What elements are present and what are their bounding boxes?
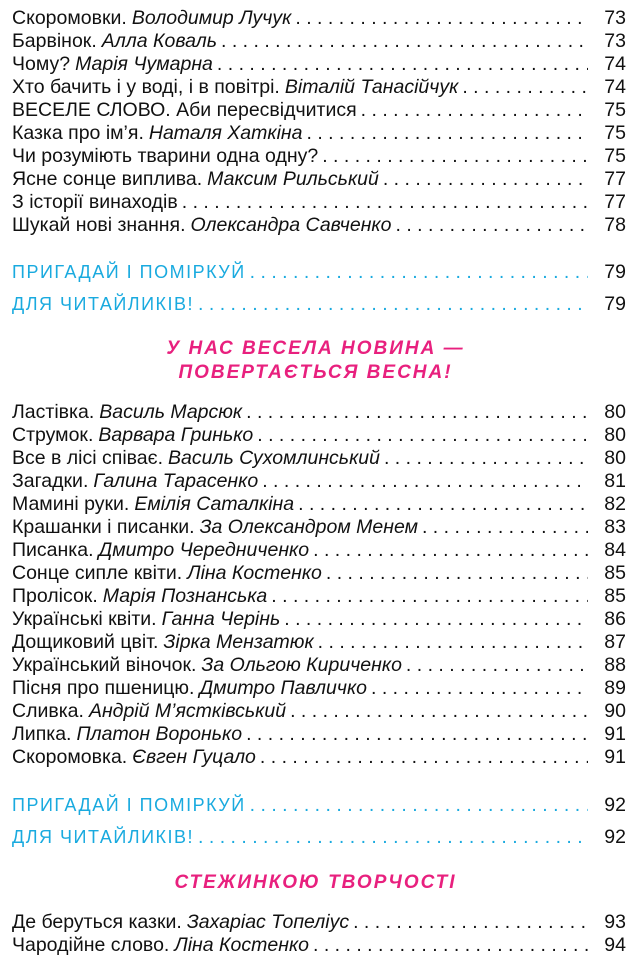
entry-page-number: 79 bbox=[604, 261, 626, 283]
entry-author: Наталя Хаткіна bbox=[148, 122, 303, 144]
entry-title: Сливка. bbox=[12, 700, 84, 722]
dot-leader bbox=[318, 630, 588, 654]
dot-leader bbox=[326, 561, 588, 585]
entry-title: Чародійне слово. bbox=[12, 934, 170, 956]
dot-leader bbox=[298, 492, 588, 516]
review-title: ДЛЯ ЧИТАЙЛИКІВ! bbox=[12, 294, 195, 314]
entry-title: Чи розуміють тварини одна одну? bbox=[12, 145, 319, 167]
toc-entry bbox=[12, 607, 626, 631]
dot-leader bbox=[406, 653, 588, 677]
dot-leader bbox=[246, 400, 588, 424]
dot-leader bbox=[246, 722, 588, 746]
dot-leader bbox=[462, 75, 588, 99]
entry-page-number: 94 bbox=[604, 934, 626, 956]
entry-page-number: 75 bbox=[604, 145, 626, 167]
toc-entry bbox=[12, 745, 626, 769]
entry-author: Алла Коваль bbox=[101, 30, 217, 52]
toc-entry bbox=[12, 75, 626, 99]
entry-author: Василь Сухомлинський bbox=[168, 447, 380, 469]
toc-entry bbox=[12, 190, 626, 214]
dot-leader bbox=[361, 98, 588, 122]
toc-review-entry bbox=[12, 260, 626, 284]
dot-leader bbox=[260, 745, 588, 769]
entry-title: З історії винаходів bbox=[12, 191, 178, 213]
toc-entry bbox=[12, 469, 626, 493]
toc-entry bbox=[12, 423, 626, 447]
entry-page-number: 92 bbox=[604, 826, 626, 848]
entry-title: Скоромовка. bbox=[12, 746, 128, 768]
entry-page-number: 75 bbox=[604, 122, 626, 144]
toc-entry bbox=[12, 121, 626, 145]
dot-leader bbox=[257, 423, 588, 447]
entry-page-number: 75 bbox=[604, 99, 626, 121]
toc-entry bbox=[12, 29, 626, 53]
dot-leader bbox=[383, 167, 588, 191]
dot-leader bbox=[322, 144, 588, 168]
entry-author: Євген Гуцало bbox=[132, 746, 256, 768]
entry-page-number: 73 bbox=[604, 30, 626, 52]
section-heading: СТЕЖИНКОЮ ТВОРЧОСТІ bbox=[174, 872, 457, 893]
toc-entry bbox=[12, 561, 626, 585]
entry-page-number: 80 bbox=[604, 401, 626, 423]
dot-leader bbox=[422, 515, 588, 539]
entry-page-number: 93 bbox=[604, 911, 626, 933]
toc-review-entry bbox=[12, 793, 626, 817]
dot-leader bbox=[250, 260, 588, 284]
entry-title: Барвінок. bbox=[12, 30, 97, 52]
entry-page-number: 86 bbox=[604, 608, 626, 630]
entry-page-number: 85 bbox=[604, 562, 626, 584]
dot-leader bbox=[284, 607, 588, 631]
toc-entry bbox=[12, 446, 626, 470]
entry-title: Де беруться казки. bbox=[12, 911, 182, 933]
entry-page-number: 74 bbox=[604, 53, 626, 75]
entry-page-number: 74 bbox=[604, 76, 626, 98]
entry-author: Марія Познанська bbox=[102, 585, 268, 607]
dot-leader bbox=[307, 121, 589, 145]
dot-leader bbox=[371, 676, 588, 700]
entry-title: Липка. bbox=[12, 723, 72, 745]
dot-leader bbox=[295, 6, 588, 30]
entry-title: Дощиковий цвіт. bbox=[12, 631, 159, 653]
dot-leader bbox=[395, 213, 588, 237]
dot-leader bbox=[384, 446, 588, 470]
entry-author: Ганна Черінь bbox=[161, 608, 281, 630]
entry-author: Олександра Савченко bbox=[190, 214, 392, 236]
toc-review-entry bbox=[12, 292, 626, 316]
dot-leader bbox=[217, 52, 588, 76]
entry-title: Ясне сонце виплива. bbox=[12, 168, 203, 190]
toc-entry bbox=[12, 584, 626, 608]
dot-leader bbox=[313, 538, 588, 562]
entry-page-number: 77 bbox=[604, 168, 626, 190]
entry-title: Загадки. bbox=[12, 470, 89, 492]
review-title: ПРИГАДАЙ І ПОМІРКУЙ bbox=[12, 262, 246, 282]
entry-page-number: 80 bbox=[604, 424, 626, 446]
entry-author: Ліна Костенко bbox=[187, 562, 322, 584]
entry-title: Хто бачить і у воді, і в повітрі. bbox=[12, 76, 280, 98]
section-heading-line2: ПОВЕРТАЄТЬСЯ ВЕСНА! bbox=[178, 362, 453, 383]
entry-author: Дмитро Павличко bbox=[199, 677, 368, 699]
toc-entry bbox=[12, 6, 626, 30]
toc-entry bbox=[12, 910, 626, 934]
dot-leader bbox=[198, 292, 588, 316]
section-heading-line1: У НАС ВЕСЕЛА НОВИНА — bbox=[166, 338, 465, 359]
entry-page-number: 89 bbox=[604, 677, 626, 699]
entry-author: Емілія Саталкіна bbox=[134, 493, 295, 515]
entry-page-number: 81 bbox=[604, 470, 626, 492]
entry-title: Крашанки і писанки. bbox=[12, 516, 195, 538]
entry-title: Мамині руки. bbox=[12, 493, 130, 515]
entry-author: Марія Чумарна bbox=[75, 53, 213, 75]
entry-author: Галина Тарасенко bbox=[93, 470, 259, 492]
entry-title: Ластівка. bbox=[12, 401, 95, 423]
entry-author: Ліна Костенко bbox=[174, 934, 309, 956]
dot-leader bbox=[250, 793, 588, 817]
toc-entry bbox=[12, 699, 626, 723]
entry-title: Шукай нові знання. bbox=[12, 214, 186, 236]
toc-entry bbox=[12, 515, 626, 539]
entry-author: Василь Марсюк bbox=[99, 401, 243, 423]
entry-page-number: 79 bbox=[604, 293, 626, 315]
entry-page-number: 90 bbox=[604, 700, 626, 722]
entry-page-number: 80 bbox=[604, 447, 626, 469]
toc-entry bbox=[12, 630, 626, 654]
dot-leader bbox=[313, 933, 588, 957]
entry-author: Варвара Гринько bbox=[98, 424, 254, 446]
toc-review-entry bbox=[12, 825, 626, 849]
entry-title: Чому? bbox=[12, 53, 71, 75]
entry-author: Володимир Лучук bbox=[131, 7, 292, 29]
dot-leader bbox=[290, 699, 588, 723]
entry-page-number: 73 bbox=[604, 7, 626, 29]
entry-title: Український віночок. bbox=[12, 654, 197, 676]
entry-author: Платон Воронько bbox=[76, 723, 243, 745]
dot-leader bbox=[182, 190, 588, 214]
toc-entry bbox=[12, 52, 626, 76]
entry-author: За Ольгою Кириченко bbox=[201, 654, 402, 676]
toc-entry bbox=[12, 676, 626, 700]
entry-title: Пролісок. bbox=[12, 585, 98, 607]
entry-author: За Олександром Менем bbox=[199, 516, 418, 538]
entry-page-number: 85 bbox=[604, 585, 626, 607]
toc-entry bbox=[12, 144, 626, 168]
dot-leader bbox=[353, 910, 588, 934]
entry-title: Писанка. bbox=[12, 539, 94, 561]
dot-leader bbox=[221, 29, 588, 53]
entry-title: Українські квіти. bbox=[12, 608, 157, 630]
review-title: ПРИГАДАЙ І ПОМІРКУЙ bbox=[12, 795, 246, 815]
entry-page-number: 92 bbox=[604, 794, 626, 816]
entry-author: Максим Рильський bbox=[207, 168, 379, 190]
review-title: ДЛЯ ЧИТАЙЛИКІВ! bbox=[12, 827, 195, 847]
entry-author: Віталій Танасійчук bbox=[284, 76, 459, 98]
toc-entry bbox=[12, 538, 626, 562]
entry-title: Сонце сипле квіти. bbox=[12, 562, 183, 584]
entry-page-number: 84 bbox=[604, 539, 626, 561]
entry-author: Андрій М’ястківський bbox=[88, 700, 287, 722]
entry-page-number: 78 bbox=[604, 214, 626, 236]
entry-page-number: 83 bbox=[604, 516, 626, 538]
entry-page-number: 88 bbox=[604, 654, 626, 676]
entry-title: Пісня про пшеницю. bbox=[12, 677, 195, 699]
entry-author: Зірка Мензатюк bbox=[163, 631, 314, 653]
toc-entry bbox=[12, 722, 626, 746]
toc-entry bbox=[12, 167, 626, 191]
entry-page-number: 77 bbox=[604, 191, 626, 213]
toc-entry bbox=[12, 653, 626, 677]
entry-title: Все в лісі співає. bbox=[12, 447, 164, 469]
dot-leader bbox=[198, 825, 588, 849]
entry-page-number: 91 bbox=[604, 723, 626, 745]
entry-title: ВЕСЕЛЕ СЛОВО. Аби пересвідчитися bbox=[12, 99, 357, 121]
toc-entry bbox=[12, 400, 626, 424]
entry-author: Захаріас Топеліус bbox=[186, 911, 350, 933]
dot-leader bbox=[262, 469, 588, 493]
entry-title: Скоромовки. bbox=[12, 7, 127, 29]
entry-page-number: 82 bbox=[604, 493, 626, 515]
entry-title: Струмок. bbox=[12, 424, 94, 446]
entry-author: Дмитро Чередниченко bbox=[98, 539, 310, 561]
toc-entry bbox=[12, 933, 626, 957]
entry-page-number: 91 bbox=[604, 746, 626, 768]
toc-entry bbox=[12, 213, 626, 237]
toc-entry bbox=[12, 98, 626, 122]
dot-leader bbox=[271, 584, 588, 608]
toc-entry bbox=[12, 492, 626, 516]
entry-title: Казка про ім’я. bbox=[12, 122, 144, 144]
entry-page-number: 87 bbox=[604, 631, 626, 653]
